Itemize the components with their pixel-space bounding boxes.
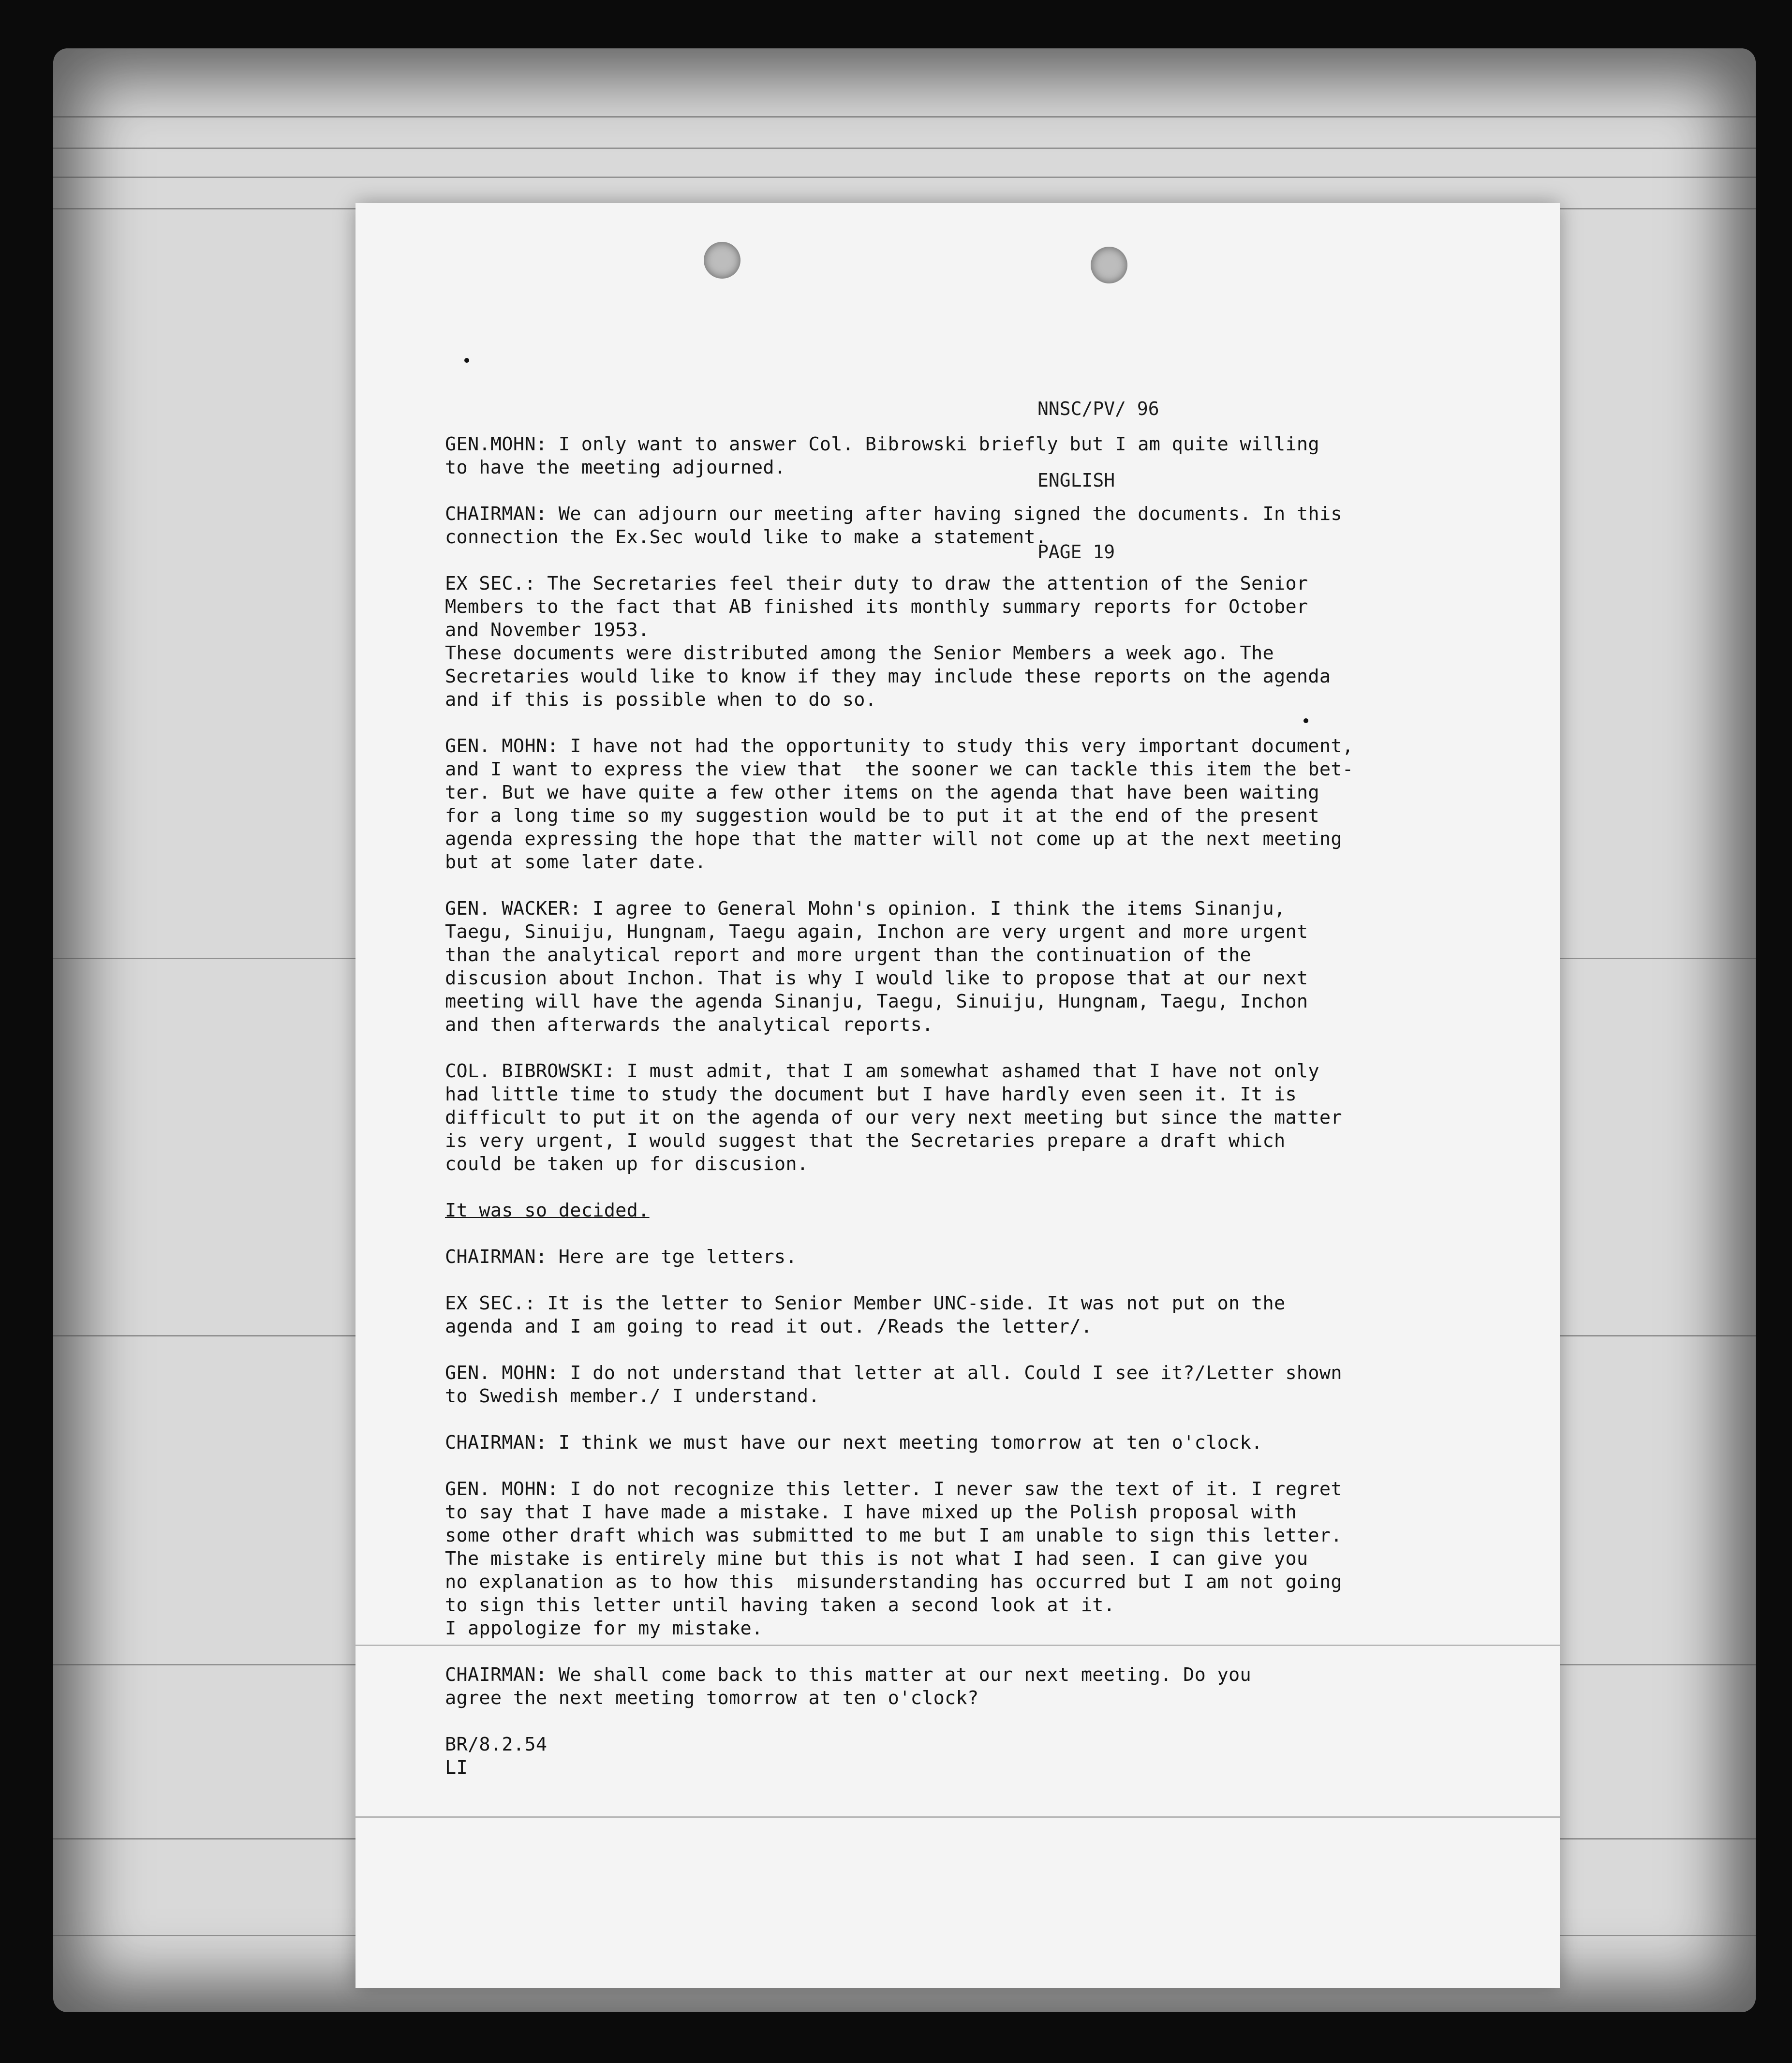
transcript-line: to say that I have made a mistake. I have mixed up the Polish proposal with bbox=[445, 1501, 1297, 1523]
page-number: PAGE 19 bbox=[1037, 541, 1115, 563]
transcript-line: is very urgent, I would suggest that the Secretaries prepare a draft which bbox=[445, 1130, 1286, 1152]
transcript-line: GEN.MOHN: I only want to answer Col. Bibrowski briefly but I am quite willing bbox=[445, 433, 1319, 455]
punch-hole-left bbox=[704, 242, 740, 279]
transcript-paragraph bbox=[445, 1733, 1364, 1780]
transcript-line: and then afterwards the analytical reports. bbox=[445, 1014, 933, 1036]
transcript-line: BR/8.2.54 bbox=[445, 1734, 548, 1755]
transcript-line: agenda expressing the hope that the matter will not come up at the next meeting bbox=[445, 828, 1342, 850]
transcript-line: agree the next meeting tomorrow at ten o'clock? bbox=[445, 1687, 979, 1709]
transcript-line: GEN. MOHN: I do not understand that letter at all. Could I see it?/Letter shown bbox=[445, 1362, 1342, 1384]
transcript-paragraph bbox=[445, 1663, 1364, 1710]
transcript-paragraph bbox=[445, 1199, 1364, 1222]
transcript-line: to have the meeting adjourned. bbox=[445, 457, 786, 478]
transcript-line: for a long time so my suggestion would be to put it at the end of the present bbox=[445, 805, 1319, 827]
transcript-line: than the analytical report and more urgent than the continuation of the bbox=[445, 944, 1252, 966]
transcript-paragraph bbox=[445, 572, 1364, 712]
transcript-line: ter. But we have quite a few other items on the agenda that have been waiting bbox=[445, 782, 1319, 803]
paragraph-gap bbox=[445, 549, 1364, 572]
transcript-line: no explanation as to how this misunderstanding has occurred but I am not going bbox=[445, 1571, 1342, 1593]
punch-hole-right bbox=[1091, 247, 1127, 283]
transcript-paragraph bbox=[445, 1431, 1364, 1454]
document-reference: NNSC/PV/ 96 bbox=[1037, 398, 1159, 419]
transcript-line: to sign this letter until having taken a second look at it. bbox=[445, 1594, 1115, 1616]
paragraph-gap bbox=[445, 479, 1364, 503]
transcript-line: had little time to study the document but I have hardly even seen it. It is bbox=[445, 1083, 1297, 1105]
transcript-line: and November 1953. bbox=[445, 619, 650, 641]
transcript-line: EX SEC.: It is the letter to Senior Member UNC-side. It was not put on the bbox=[445, 1292, 1286, 1314]
transcript-line: agenda and I am going to read it out. /Reads the letter/. bbox=[445, 1316, 1093, 1337]
paragraph-gap bbox=[445, 1037, 1364, 1060]
paragraph-gap bbox=[445, 1269, 1364, 1292]
transcript-line: discusion about Inchon. That is why I would like to propose that at our next bbox=[445, 967, 1308, 989]
transcript-line: CHAIRMAN: I think we must have our next meeting tomorrow at ten o'clock. bbox=[445, 1432, 1263, 1454]
transcript-line: These documents were distributed among the Senior Members a week ago. The bbox=[445, 642, 1274, 664]
typed-page bbox=[355, 203, 1560, 1988]
transcript-line: GEN. MOHN: I have not had the opportunity to study this very important document, bbox=[445, 735, 1354, 757]
paragraph-gap bbox=[445, 1640, 1364, 1663]
transcript-line: COL. BIBROWSKI: I must admit, that I am somewhat ashamed that I have not only bbox=[445, 1060, 1319, 1082]
document-language: ENGLISH bbox=[1037, 470, 1115, 491]
transcript-line: difficult to put it on the agenda of our very next meeting but since the matter bbox=[445, 1107, 1342, 1128]
paragraph-gap bbox=[445, 1176, 1364, 1199]
transcript-paragraph bbox=[445, 1478, 1364, 1640]
transcript-paragraph bbox=[445, 503, 1364, 549]
paragraph-gap bbox=[445, 1222, 1364, 1246]
transcript-line: I appologize for my mistake. bbox=[445, 1618, 763, 1639]
transcript-paragraph bbox=[445, 897, 1364, 1037]
transcript-line: CHAIRMAN: We shall come back to this matter at our next meeting. Do you bbox=[445, 1664, 1252, 1686]
transcript-line: GEN. WACKER: I agree to General Mohn's opinion. I think the items Sinanju, bbox=[445, 898, 1286, 920]
transcript-line: CHAIRMAN: Here are tge letters. bbox=[445, 1246, 797, 1268]
transcript-paragraph bbox=[445, 1362, 1364, 1408]
transcript-body bbox=[445, 433, 1364, 1780]
transcript-line: meeting will have the agenda Sinanju, Taegu, Sinuiju, Hungnam, Taegu, Inchon bbox=[445, 991, 1308, 1012]
transcript-line: connection the Ex.Sec would like to make a statement. bbox=[445, 526, 1047, 548]
transcript-line: The mistake is entirely mine but this is not what I had seen. I can give you bbox=[445, 1548, 1308, 1570]
transcript-line: to Swedish member./ I understand. bbox=[445, 1385, 820, 1407]
transcript-line: CHAIRMAN: We can adjourn our meeting after having signed the documents. In this bbox=[445, 503, 1342, 525]
transcript-paragraph bbox=[445, 1060, 1364, 1176]
transcript-line: and I want to express the view that the sooner we can tackle this item the bet- bbox=[445, 758, 1354, 780]
transcript-paragraph bbox=[445, 735, 1364, 874]
transcript-line: but at some later date. bbox=[445, 851, 707, 873]
transcript-line: Secretaries would like to know if they may include these reports on the agenda bbox=[445, 666, 1331, 687]
paragraph-gap bbox=[445, 1454, 1364, 1478]
transcript-line: LI bbox=[445, 1757, 468, 1779]
transcript-line: GEN. MOHN: I do not recognize this letter. I never saw the text of it. I regret bbox=[445, 1478, 1342, 1500]
transcript-line: EX SEC.: The Secretaries feel their duty to draw the attention of the Senior bbox=[445, 573, 1308, 594]
paragraph-gap bbox=[445, 1338, 1364, 1362]
transcript-paragraph bbox=[445, 1246, 1364, 1269]
paragraph-gap bbox=[445, 712, 1364, 735]
paragraph-gap bbox=[445, 1408, 1364, 1431]
transcript-line: Members to the fact that AB finished its monthly summary reports for October bbox=[445, 596, 1308, 618]
transcript-line: Taegu, Sinuiju, Hungnam, Taegu again, Inchon are very urgent and more urgent bbox=[445, 921, 1308, 943]
paragraph-gap bbox=[445, 1710, 1364, 1733]
transcript-paragraph bbox=[445, 1292, 1364, 1338]
transcript-line: some other draft which was submitted to me but I am unable to sign this letter. bbox=[445, 1525, 1342, 1546]
transcript-line: and if this is possible when to do so. bbox=[445, 689, 877, 711]
paragraph-gap bbox=[445, 874, 1364, 897]
transcript-line: It was so decided. bbox=[445, 1200, 650, 1221]
transcript-line: could be taken up for discusion. bbox=[445, 1153, 809, 1175]
transcript-paragraph bbox=[445, 433, 1364, 479]
